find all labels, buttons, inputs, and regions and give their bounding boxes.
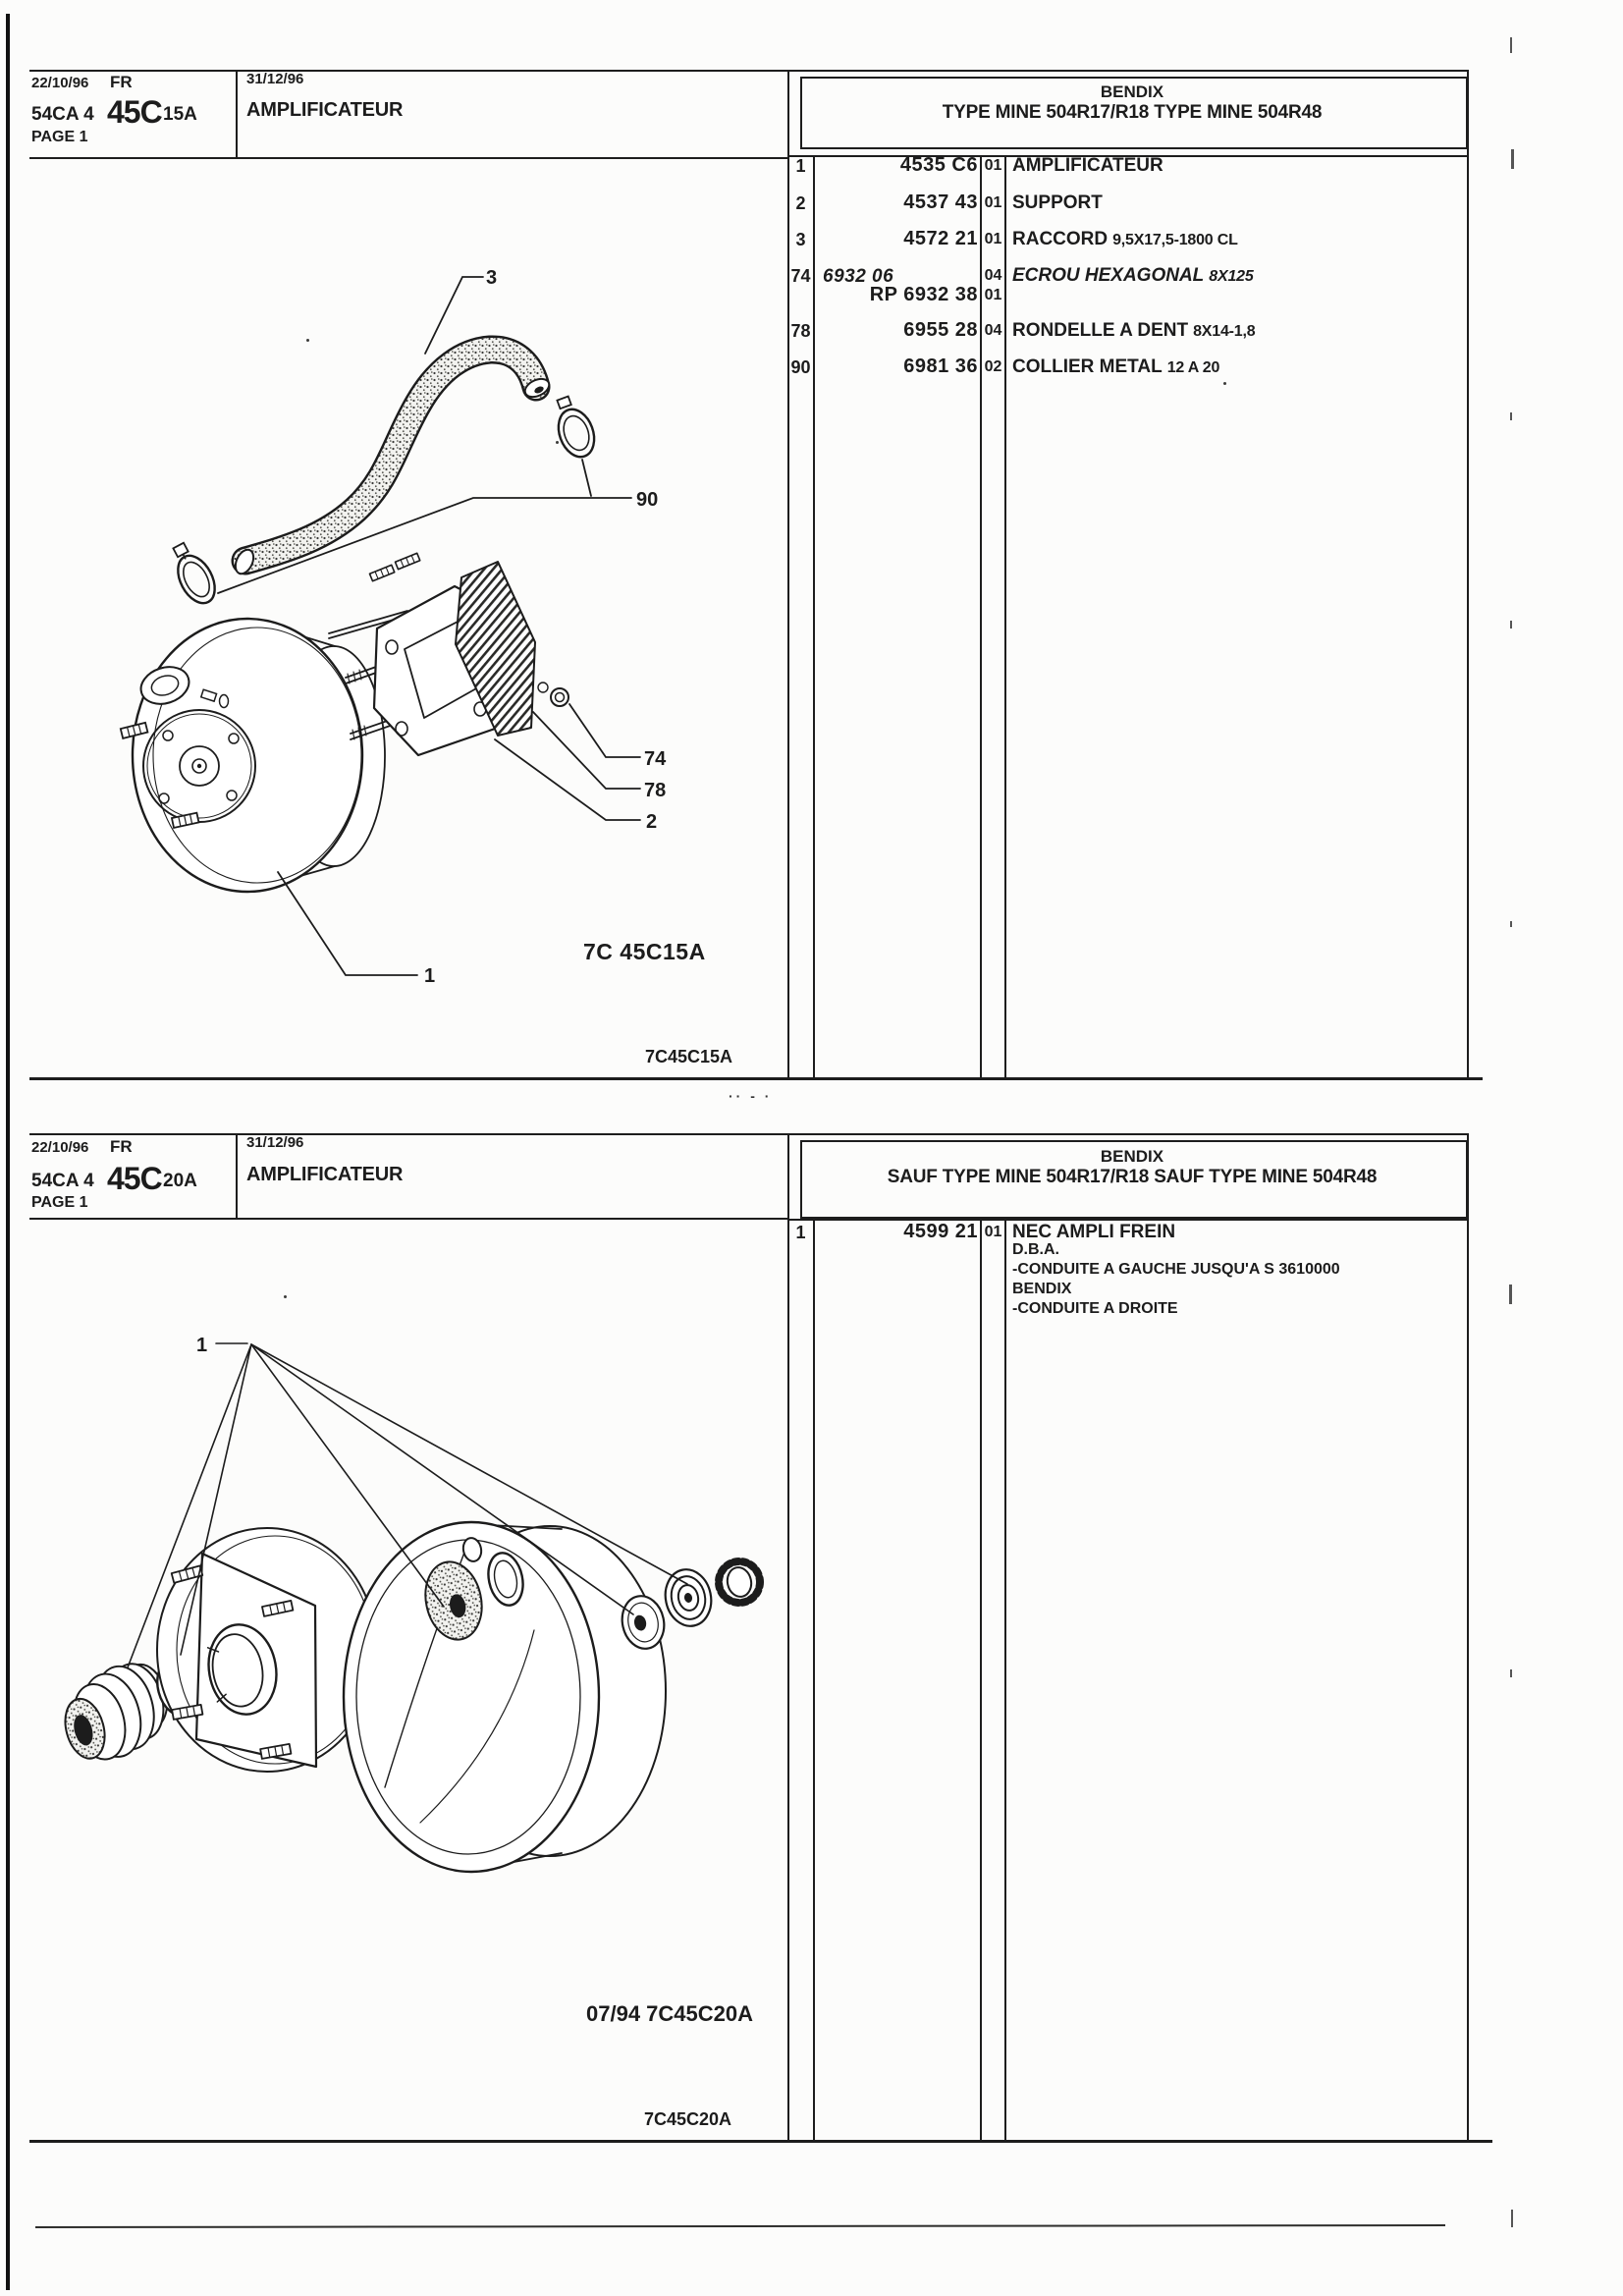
row-desc: RACCORD 9,5X17,5-1800 CL — [1012, 229, 1238, 249]
row-qty: 01 — [984, 1224, 1002, 1240]
variant-description: SAUF TYPE MINE 504R17/R18 SAUF TYPE MINE 504R48 — [887, 1167, 1378, 1187]
scan-mark — [1510, 1669, 1512, 1677]
scan-left-edge — [6, 14, 10, 2290]
section2-top-border — [29, 1133, 1469, 1135]
row-qty: 01 — [984, 231, 1002, 247]
hose-clamp-left — [165, 538, 223, 609]
section-title: AMPLIFICATEUR — [246, 1164, 404, 1185]
scan-mark — [1510, 921, 1512, 927]
row-ref: 74 — [790, 266, 811, 286]
row-qty: 01 — [984, 157, 1002, 174]
diagram-caption: 7C 45C15A — [583, 939, 706, 964]
scan-bottom-line — [35, 2224, 1445, 2228]
scan-date: 22/10/96 — [31, 1139, 89, 1156]
row-ref: 3 — [795, 230, 806, 249]
row-desc: AMPLIFICATEUR — [1012, 155, 1163, 176]
row-ref: 2 — [795, 193, 806, 213]
validity-date: 31/12/96 — [246, 71, 304, 87]
row-part: 6981 36 — [903, 355, 978, 377]
catalog-code-prefix: 54CA 4 — [31, 1171, 94, 1191]
row-part: 4535 C6 — [899, 154, 978, 176]
star-lock-washer — [719, 1561, 760, 1603]
hex-nut — [538, 683, 568, 706]
row-desc: COLLIER METAL 12 A 20 — [1012, 356, 1220, 377]
callout-1: 1 — [196, 1335, 208, 1356]
row-ref: 1 — [795, 156, 806, 176]
scan-mark — [1510, 412, 1512, 420]
row-ref: 90 — [790, 357, 811, 377]
row-part: 6955 28 — [903, 319, 978, 341]
bearing — [660, 1565, 716, 1630]
validity-date: 31/12/96 — [246, 1134, 304, 1151]
row-part: 4599 21 — [903, 1221, 978, 1242]
scan-mark — [1509, 1285, 1512, 1304]
row-ref: 1 — [795, 1223, 806, 1242]
brand-name: BENDIX — [1100, 82, 1164, 101]
row-part: 4537 43 — [903, 191, 978, 213]
separator-marks: ·· - · — [729, 1088, 773, 1104]
catalog-code-prefix: 54CA 4 — [31, 104, 94, 125]
row-qty-replacement: 01 — [984, 287, 1002, 303]
section1-top-border — [29, 70, 1469, 72]
section2-col-part-divider — [980, 1219, 982, 2142]
row-qty: 04 — [984, 267, 1002, 284]
page-label: PAGE 1 — [31, 129, 88, 145]
scan-mark — [1510, 621, 1512, 629]
row-desc: RONDELLE A DENT 8X14-1,8 — [1012, 320, 1256, 341]
section-code-suffix: 15A — [163, 104, 197, 125]
plate-code: 7C45C20A — [644, 2109, 732, 2129]
callout-78: 78 — [644, 780, 667, 801]
callout-3: 3 — [486, 267, 498, 289]
scan-date: 22/10/96 — [31, 75, 89, 91]
page-label: PAGE 1 — [31, 1194, 88, 1211]
language-label: FR — [110, 1137, 133, 1156]
section2-header-divider — [236, 1133, 238, 1220]
callout-90: 90 — [636, 489, 659, 511]
row-qty: 04 — [984, 322, 1002, 339]
section1-col-ref-divider — [813, 155, 815, 1078]
section2-col-ref-divider — [813, 1219, 815, 2142]
section2-right-border — [1467, 1133, 1469, 2142]
brand-name: BENDIX — [1100, 1147, 1164, 1166]
diagram-caption: 07/94 7C45C20A — [586, 2001, 754, 2026]
variant-description: TYPE MINE 504R17/R18 TYPE MINE 504R48 — [942, 102, 1323, 123]
section2-col-qty-divider — [1004, 1219, 1006, 2142]
section-code: 45C — [107, 94, 162, 130]
section2-header-bottom — [29, 1218, 788, 1220]
row-desc: NEC AMPLI FREIN — [1012, 1222, 1176, 1242]
row-desc: SUPPORT — [1012, 192, 1103, 213]
callout-74: 74 — [644, 748, 667, 770]
callout-1: 1 — [424, 965, 436, 987]
plate-code: 7C45C15A — [645, 1047, 733, 1066]
row-part-replacement: RP 6932 38 — [869, 284, 978, 305]
scan-mark — [1511, 149, 1514, 169]
row-note: D.B.A. — [1012, 1241, 1059, 1258]
language-label: FR — [110, 73, 133, 91]
scan-dot — [1223, 382, 1226, 385]
section1-header-divider — [236, 70, 238, 158]
scan-mark — [1510, 37, 1512, 53]
section1-right-border — [1467, 70, 1469, 1078]
row-note: BENDIX — [1012, 1281, 1072, 1297]
row-ref: 78 — [790, 321, 811, 341]
section-code: 45C — [107, 1161, 162, 1196]
hose-clamp-right — [548, 392, 600, 462]
row-qty: 01 — [984, 194, 1002, 211]
vacuum-hose — [232, 350, 552, 576]
row-qty: 02 — [984, 358, 1002, 375]
front-shell — [157, 1528, 377, 1772]
section-title: AMPLIFICATEUR — [246, 99, 404, 121]
callout-2: 2 — [646, 811, 658, 833]
row-part-italic: 6932 06 — [823, 266, 894, 287]
row-note: -CONDUITE A GAUCHE JUSQU'A S 3610000 — [1012, 1261, 1340, 1278]
rear-shell — [344, 1522, 666, 1872]
brake-booster — [121, 619, 385, 892]
row-part: 4572 21 — [903, 228, 978, 249]
section-code-suffix: 20A — [163, 1171, 197, 1191]
scan-mark — [1511, 2210, 1513, 2227]
row-note: -CONDUITE A DROITE — [1012, 1300, 1178, 1317]
row-desc: ECROU HEXAGONAL 8X125 — [1012, 265, 1254, 286]
